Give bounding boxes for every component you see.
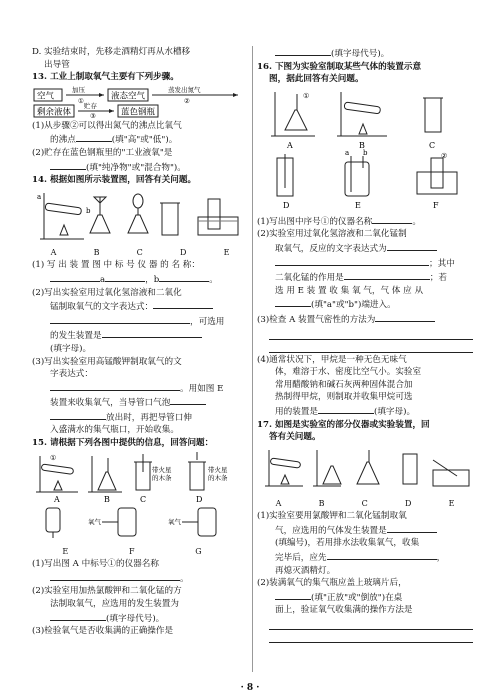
q15-label-d: D xyxy=(196,494,203,504)
q14-p1-line2 xyxy=(32,272,248,287)
q17-c-flask xyxy=(357,462,379,484)
q17-p2-line2 xyxy=(257,590,473,605)
flow-arrowhead-1 xyxy=(99,93,104,97)
q13-p1-line2 xyxy=(32,132,248,147)
q16-p2-line3 xyxy=(257,256,473,271)
q15-blank-2[interactable] xyxy=(50,611,106,621)
q14-p1-b: ，b xyxy=(145,274,160,285)
q13-stem: 13. 工业上制取氧气主要有下列步骤。 xyxy=(32,72,179,83)
q16-answer-line-2[interactable] xyxy=(269,341,473,353)
q13-p1-prefix: 的沸点 xyxy=(50,135,76,146)
q13-p1-suffix: (填"高"或"低")。 xyxy=(111,135,178,146)
flow-arrowhead-3 xyxy=(109,109,114,113)
q17-d-jar xyxy=(403,454,417,484)
q16-p2-text5: (填"a"或"b")端进入。 xyxy=(311,300,396,311)
q15-label-e: E xyxy=(62,546,69,556)
q15-a-tube xyxy=(41,464,74,474)
flow-air: 空气 xyxy=(37,91,55,102)
q17-e-tube xyxy=(433,460,457,476)
q16-blank-3a[interactable] xyxy=(375,312,435,322)
q16-p2-line4 xyxy=(257,270,473,285)
q14-p3-line6: 入盛满水的集气瓶口，开始收集。 xyxy=(50,425,179,436)
q16-p4-line3: 常用醋酸钠和碱石灰两种固体混合加 xyxy=(275,379,413,390)
q15-label-a: A xyxy=(54,494,60,504)
q14-label-e: E xyxy=(223,247,230,257)
page-number: · 8 · xyxy=(240,683,260,693)
q16-blank-2a[interactable] xyxy=(387,241,437,251)
r-top-text: (填字母代号)。 xyxy=(331,49,390,59)
q17-p2-line3: 面上，验证氧气收集满的操作方法是 xyxy=(275,605,413,616)
q14-mark-a: a xyxy=(37,192,42,201)
q15-oxygen-g: 氧气 xyxy=(168,517,181,526)
q14-p3-line4 xyxy=(32,395,248,410)
q16-p2-text: 取氧气，反应的文字表达式为 xyxy=(275,243,387,254)
q14-apparatus-figure xyxy=(32,189,248,245)
flow-blue-bottle: 蓝色钢瓶 xyxy=(121,107,156,118)
q16-a-flask xyxy=(285,110,307,130)
q15-oxygen-f: 氧气 xyxy=(88,517,101,526)
q14-c-flask xyxy=(128,215,148,233)
q16-circ-2: ② xyxy=(441,151,448,160)
q16-p1 xyxy=(257,214,473,229)
q16-p3-text: (3)检查 A 装置气密性的方法为 xyxy=(257,314,376,325)
flow-step3-circ: ③ xyxy=(90,111,96,118)
q14-p1-line1: (1) 写 出 装 置 图 中 标 号 仪 器 的 名 称： xyxy=(32,260,200,271)
q16-f-bottle xyxy=(431,158,443,188)
q15-e-bottle xyxy=(46,508,60,532)
q17-blank-1a[interactable] xyxy=(387,523,437,533)
q15-splint1-l1: 带火星 xyxy=(152,465,172,474)
q17-stem-line1: 17. 如图是实验室的部分仪器或实验装置，回 xyxy=(257,419,430,430)
q15-p2-end: (填字母代号)。 xyxy=(106,613,165,624)
q15-label-b: B xyxy=(104,494,110,504)
q16-blank-2c[interactable] xyxy=(344,270,430,280)
q13-blank-2[interactable] xyxy=(50,160,86,170)
q16-b-lamp xyxy=(359,124,367,134)
q16-stem-line1: 16. 下图为实验室制取某些气体的装置示意 xyxy=(257,61,422,72)
q14-blank-3b[interactable] xyxy=(170,395,206,405)
q16-e-bottle xyxy=(345,162,369,196)
q14-p2-line3 xyxy=(32,314,248,329)
q15-p1-end: 。 xyxy=(180,573,189,584)
q16-circ-1: ① xyxy=(303,91,310,100)
q17-p1-line3: (填编号)，若用排水法收集氧气，收集 xyxy=(275,538,420,549)
q15-p1-line1: (1)写出图 A 中标号①的仪器名称 xyxy=(32,559,159,570)
q15-p2-line1: (2)实验室用加热氯酸钾和二氧化锰的方 xyxy=(32,586,182,597)
q16-mark-a: a xyxy=(345,148,350,157)
q17-p1-comma: ， xyxy=(436,553,446,564)
q14-p3-line5 xyxy=(32,410,248,425)
q14-label-d: D xyxy=(179,247,187,257)
q14-d-jar xyxy=(162,203,178,235)
q16-b-tube xyxy=(344,102,381,114)
q15-p1-line2 xyxy=(32,571,248,586)
q14-p3-text: 。用如图 E xyxy=(180,383,224,394)
column-divider xyxy=(252,46,253,672)
q14-p1-end: 。 xyxy=(209,274,218,285)
q15-p3-line1: (3)检验氧气是否收集满的正确操作是 xyxy=(32,626,174,637)
q16-p4-end: (填字母)。 xyxy=(373,406,416,417)
q15-splint2-l2: 的木条 xyxy=(208,473,228,482)
q16-label-c: C xyxy=(429,140,436,150)
flow-step1-top: 加压 xyxy=(72,85,85,94)
q14-p2-line1: (2)写出实验室用过氧化氢溶液和二氧化 xyxy=(32,287,182,298)
q17-a-lamp xyxy=(281,475,289,484)
q16-p4-line1: (4)通常状况下，甲烷是一种无色无味气 xyxy=(257,354,407,365)
q16-p2-line6 xyxy=(257,297,473,312)
q16-f-trough xyxy=(417,172,457,194)
q14-a-tube xyxy=(45,203,82,215)
flow-liquid-air: 液态空气 xyxy=(111,91,146,102)
q15-label-g: G xyxy=(195,546,202,556)
q16-label-d: D xyxy=(283,200,290,210)
q14-label-b: B xyxy=(93,247,100,257)
q16-p4-line4: 热制得甲烷，则制取并收集甲烷可选 xyxy=(275,392,413,403)
q15-apparatus-figure xyxy=(32,452,248,544)
q17-p2-line1: (2)装满氧气的集气瓶应盖上玻璃片后， xyxy=(257,578,407,589)
q14-p2-line2 xyxy=(32,299,248,314)
q16-p2-line2 xyxy=(257,241,473,256)
flow-step1-circ: ① xyxy=(78,96,84,105)
q16-label-b: B xyxy=(359,140,365,150)
q14-blank-2b[interactable] xyxy=(50,314,190,324)
q17-label-c: C xyxy=(361,498,368,508)
q17-p2-text: (填"正放"或"倒放")在桌 xyxy=(311,592,403,603)
q15-f-bottle xyxy=(118,508,136,536)
q16-p1-text: (1)写出图中序号①的仪器名称 xyxy=(257,216,373,227)
q15-p2-line2: 法制取氧气，应选用的发生装置为 xyxy=(50,599,179,610)
q16-p2-line1: (2)实验室用过氧化氢溶液和二氧化锰制 xyxy=(257,229,407,240)
q16-p2-text2: ；其中 xyxy=(429,258,455,269)
q16-mark-b: b xyxy=(363,148,368,157)
q17-p1-line4 xyxy=(257,550,473,565)
right-column xyxy=(257,46,473,644)
q14-blank-3c[interactable] xyxy=(50,410,106,420)
q16-blank-1[interactable] xyxy=(372,214,412,224)
q17-answer-line-2[interactable] xyxy=(269,631,473,643)
q15-a-lamp xyxy=(54,481,62,490)
q16-p4-line2: 体，难溶于水、密度比空气小。实验室 xyxy=(275,367,422,378)
q15-circ-1: ① xyxy=(50,453,57,462)
q16-label-f: F xyxy=(433,200,439,210)
option-d-line2: 出导管 xyxy=(44,59,70,70)
q17-p1-line5: 再熄灭酒精灯。 xyxy=(275,565,336,576)
flow-step2-top: 蒸发出氮气 xyxy=(168,85,201,94)
q13-flow-diagram xyxy=(32,86,248,118)
q14-p3-text3: 放出时，再把导管口伸 xyxy=(106,412,192,423)
r-top-line xyxy=(257,46,473,61)
q14-label-c: C xyxy=(136,247,143,257)
q16-p4-text: 用的装置是 xyxy=(275,406,318,417)
q14-e-bottle xyxy=(208,199,220,229)
q16-p1-end: 。 xyxy=(412,216,421,227)
q13-p2-line2 xyxy=(32,160,248,175)
q15-blank-3[interactable] xyxy=(275,46,331,56)
q14-blank-a[interactable] xyxy=(50,272,100,282)
q14-p2-text: 锰制取氧气的文字表达式： xyxy=(50,302,154,313)
q15-p2-line3 xyxy=(32,611,248,626)
q16-blank-2d[interactable] xyxy=(275,297,311,307)
q15-stem: 15. 请根据下列各图中提供的信息，回答问题： xyxy=(32,438,214,449)
q14-a-lamp xyxy=(60,225,68,235)
q13-blank-1[interactable] xyxy=(76,132,112,142)
q16-p2-line5: 选 用 E 装 置 收 集 氧 气，气 体 应 从 xyxy=(275,285,424,296)
q14-p3-line1: (3)写出实验室用高锰酸钾制取氧气的文 xyxy=(32,356,182,367)
q15-figure-labels-row2 xyxy=(32,546,232,559)
q14-blank-b[interactable] xyxy=(159,272,209,282)
flow-step3-top: 贮存 xyxy=(84,101,97,110)
q17-label-b: B xyxy=(318,498,325,508)
flow-remaining: 剩余液体 xyxy=(37,107,72,118)
q14-p1-a: a xyxy=(100,274,106,285)
q17-p1-text: 气，应选用的气体发生装置是 xyxy=(275,525,387,536)
q15-label-c: C xyxy=(140,494,147,504)
q17-blank-2a[interactable] xyxy=(275,590,311,600)
q14-e-trough xyxy=(198,217,238,235)
left-column xyxy=(32,46,248,638)
q17-p1-text2: 完毕后，应先 xyxy=(275,553,327,564)
q14-blank-a2[interactable] xyxy=(105,272,145,282)
q15-b-flask xyxy=(98,472,116,490)
q16-label-a: A xyxy=(287,140,293,150)
q17-b-flask xyxy=(323,466,341,484)
q17-figure-labels xyxy=(257,498,473,511)
q16-p2-text4: ；若 xyxy=(429,273,447,284)
q14-c-sep-funnel xyxy=(133,194,143,208)
q15-splint2-l1: 带火星 xyxy=(208,465,228,474)
q16-apparatus-figure xyxy=(257,88,473,212)
flow-step2-circ: ② xyxy=(184,96,190,105)
q15-g-bottle xyxy=(198,508,216,536)
q14-blank-2a[interactable] xyxy=(153,299,213,309)
q16-p3-line1 xyxy=(257,312,473,327)
q16-blank-4[interactable] xyxy=(318,404,374,414)
q14-p3-line3 xyxy=(32,381,248,396)
q13-p2-line1: (2)贮存在蓝色钢瓶里的"工业液氧"是 xyxy=(32,147,173,158)
q17-label-d: D xyxy=(404,498,412,508)
q17-label-e: E xyxy=(448,498,455,508)
q17-stem-line2: 答有关问题。 xyxy=(269,432,321,443)
q14-p2-line4 xyxy=(32,328,248,343)
q16-answer-line-1[interactable] xyxy=(269,328,473,340)
q14-mark-b: b xyxy=(86,206,91,215)
q14-label-a: A xyxy=(50,247,57,257)
q14-blank-3a[interactable] xyxy=(50,381,180,391)
q14-p3-line2: 字表达式： xyxy=(50,369,93,380)
q14-figure-labels xyxy=(32,247,248,260)
q15-splint1-l2: 的木条 xyxy=(152,473,172,482)
q17-label-a: A xyxy=(275,498,282,508)
q16-p4-line5 xyxy=(257,404,473,419)
q16-p2-text3: 二氧化锰的作用是 xyxy=(275,273,344,284)
q16-blank-2b[interactable] xyxy=(275,256,429,266)
q14-stem: 14. 根据如图所示装置图，回答有关问题。 xyxy=(32,175,197,186)
q14-b-flask xyxy=(90,215,110,233)
q17-p1-line1: (1)实验室要用氯酸钾和二氧化锰制取氧 xyxy=(257,511,407,522)
q13-p2-suffix: (填"纯净物"或"混合物")。 xyxy=(86,162,186,173)
flow-arrowhead-2 xyxy=(233,93,238,97)
q16-label-e: E xyxy=(355,200,361,210)
q17-blank-1b[interactable] xyxy=(327,550,437,560)
q14-blank-2c[interactable] xyxy=(102,328,202,338)
q15-label-f: F xyxy=(128,546,135,556)
q16-stem-line2: 图，据此回答有关问题。 xyxy=(269,74,364,85)
q16-c-jar xyxy=(425,98,441,132)
q17-answer-line-1[interactable] xyxy=(269,618,473,630)
q13-p1-line1: (1)从步骤②可以得出氮气的沸点比氧气 xyxy=(32,120,182,131)
q15-blank-1[interactable] xyxy=(50,571,180,581)
q14-p2-text2: ，可选用 xyxy=(190,316,225,327)
q14-p3-text2: 装置来收集氧气，当导管口气泡 xyxy=(50,398,171,409)
q14-p2-text3: 的发生装置是 xyxy=(50,331,102,342)
option-d-line1: D. 实验结束时，先移走酒精灯再从水槽移 xyxy=(32,47,191,57)
q17-p1-line2 xyxy=(257,523,473,538)
q14-p2-line5: (填字母)。 xyxy=(50,343,92,354)
q17-a-tube xyxy=(270,458,301,468)
q15-d-jar xyxy=(190,462,204,490)
q17-apparatus-figure xyxy=(257,446,473,496)
